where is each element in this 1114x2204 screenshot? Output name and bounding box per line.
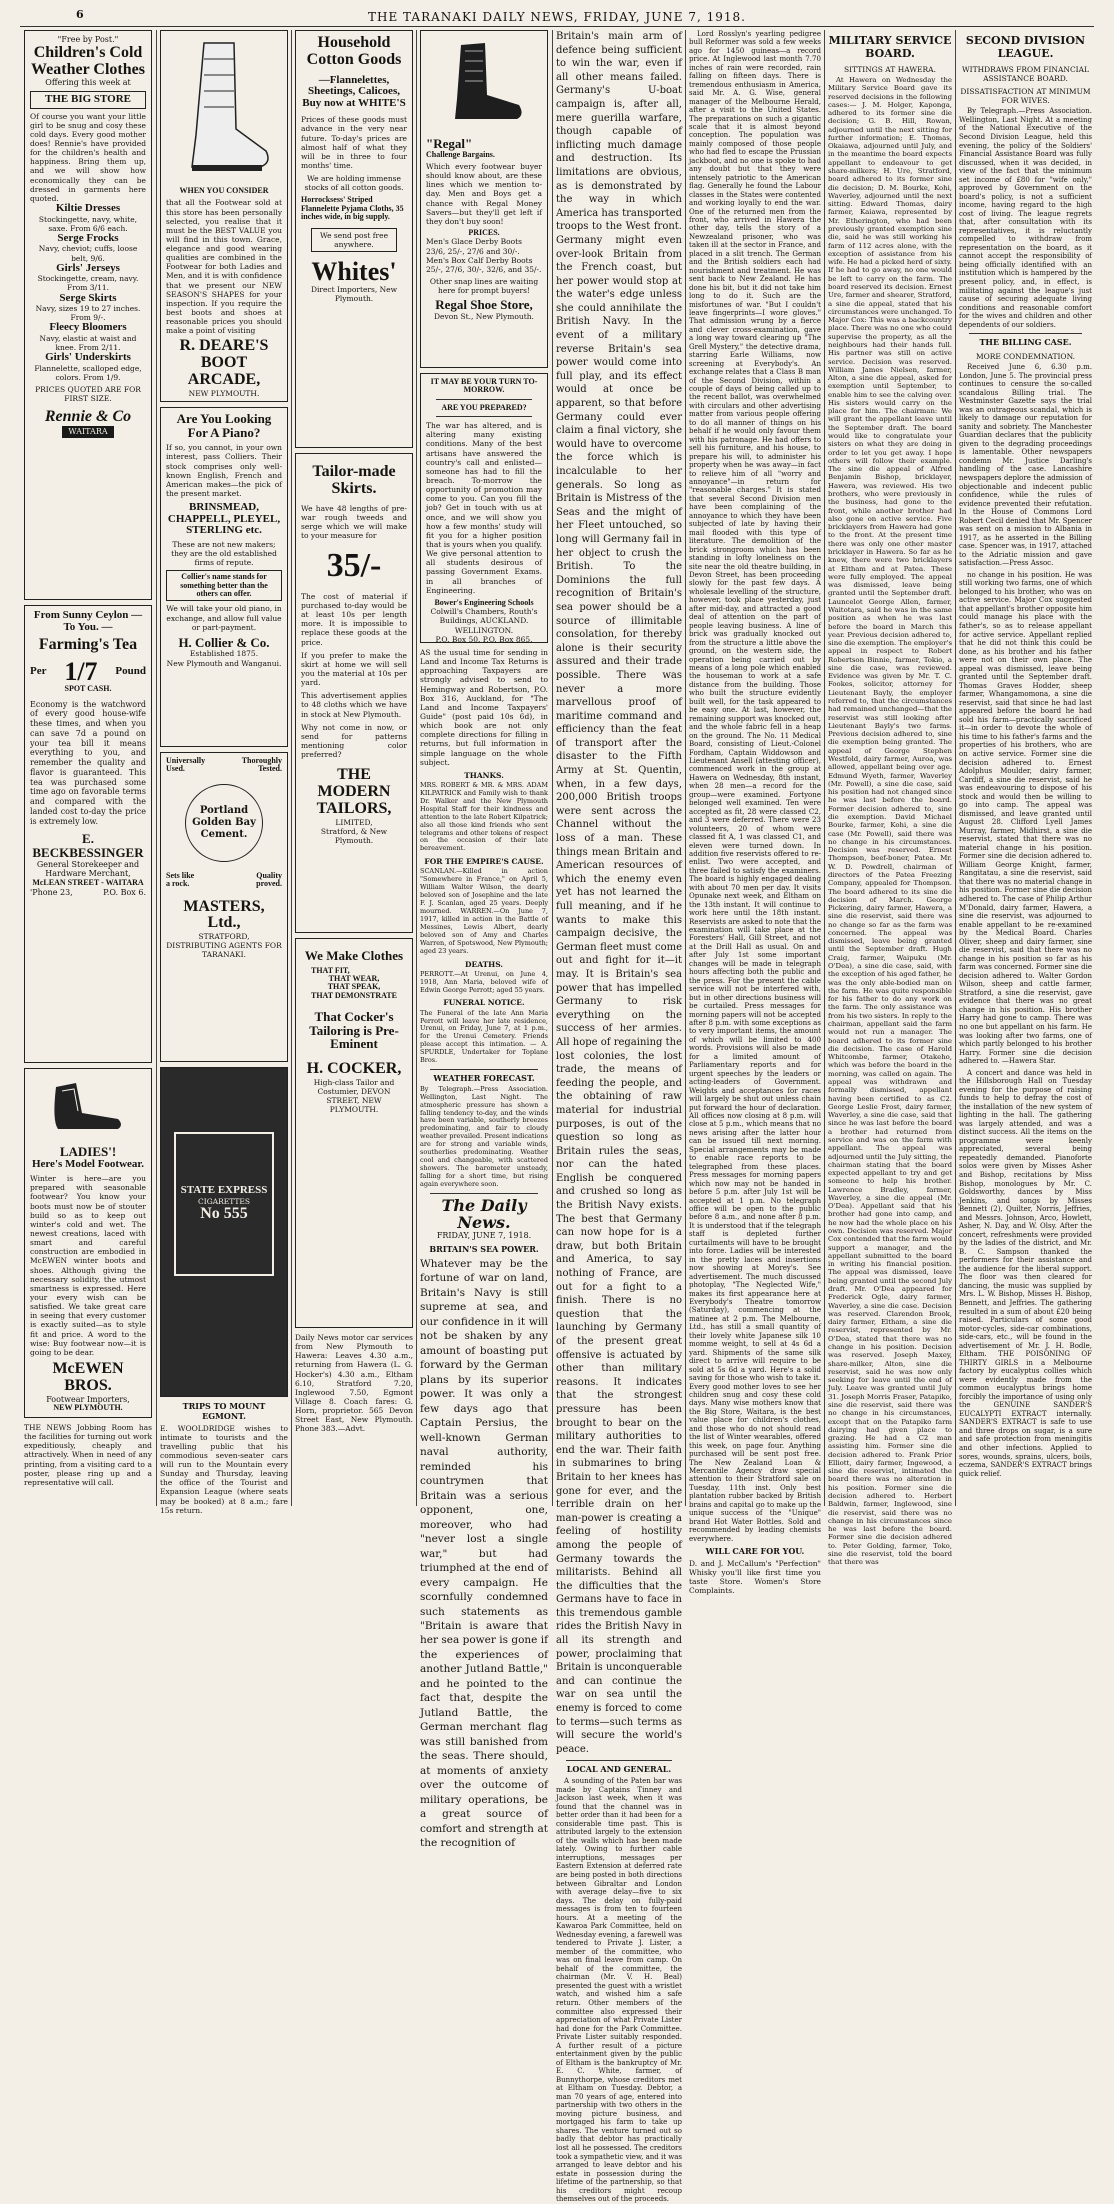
deare-heading: WHEN YOU CONSIDER [179, 185, 269, 195]
general-news: Lord Rosslyn's yearling pedigree bull Reformer was sold a few weeks ago for 1450 guineas—a record price. At Inglewood last month 7.70 inches of rain were recorded, rain falling on fifteen days. There is tremendous enthusiasm in America, said Mr. A. G. Wise, general manager of the Melbourne Herald, after a visit to the United States. The preparations on such a gigantic scale that it is almost beyond conception. The population was mainly composed of those people who had fled to escape the Prussian jackboot, and no one is spoke to had any doubt but that they were intensely patriotic to the American flag. Generally he found the Labour classes in the States were contented and working loyally to end the war. One of the returned men from the front, who arrived in Hawera the other day, tells the story of a Newzealand prisoner, who was taken ill at the sector in France, and placed in a slit trench. The German and the British soldiers each had nourishment and treatment. He was sent back to New Zealand. He has done his bit, but it did not take him long to do it. Such are the misfortunes of war. "But I couldn't leave fingerprints—I wore gloves." That admission wrung by a fierce and clever cross-examination, gave a long way toward clearing up "The Grell Mystery," the detective drama, starring Earle Williams, now screening at Everybody's. An exchange relates that a Class B man of the Second Division, within a couple of days of being called up to the recent ballot, was overwhelmed with circulars and other advertising matter from various people offering to do all manner of things on his behalf if he would only favour them with his patronage. He had offers to sell his furniture, and his house, to prepare his will, to administer his property when he was away—in fact to relieve him of all "worry and annoyance"—in return for "reasonable charges." It is stated that several Second Division men have been complaining of the annoyance to which they have been subjected of late by having their mail flooded with this type of literature. The demolition of the brick strongroom which has been standing in lofty loneliness on the site near the old theatre building, in Devon Street, has been proceeding slowly for the past few days. A wholesale levelling of the structure, however, took place yesterday, just after mid-day, and attracted a good deal of attention on the part of people leaving business. A line of brick was gradually knocked out from the structure a little above the ground, on the western side, the operation being carried out by means of a long pole which enabled the houseman to work at a safe distance from the building. Those who built the structure evidently built well, for the task appeared to be easy one. At last, however, the remaining support was knocked out, and the whole fabric fell in a heap on the ground. The No. 11 Medical Board, consisting of Lieut.-Colonel Fordham, Captain Widdowson and Lieutenant Ansell (attesting officer), commenced work in the group at Hawera on Wednesday, 8th instant, when 28 men—a record for the group—were examined. Fortyone belonged well examined. Ten were accepted as fit, 28 were classed C2, and 3 were deferred. There were 23 volunteers, 20 of whom were classed fit A, 1 was classed C1, and eleven were turned down. In addition five reservists offered to re-enlist. Two were accepted, and three failed to satisfy the examiners. The board is highly engaged dealing with about 70 men per day. It visits Opunake next week, and Eltham on the 13th instant. It will continue to work here until the 18th instant. Reservists are asked to note that the examination will take place at the Foresters' Hall, Gill Street, and not at the Drill Hall as usual. On and after July 1st some important changes will be made in telegraph hours affecting both the public and the press. For the present the cable service will not be interfered with, but in other directions business will be curtailed. Press messages for morning papers will not be accepted after 8 p.m. with some exceptions as to very important items, the amount of which will be limited to 400 words. Provisions will also be made for a limited amount of Parliamentary reports and for urgent speeches by the leaders or acting-leaders of Government. Weights and acceptances for races will largely be shut out unless chain put forward the hour of declaration. All offices now closing at 8 p.m. will close at 5 p.m., which means that no news arising after the latter hour can be issued till next morning. Special arrangements may be made to enable race reports to be telegraphed from these places. Press messages for morning papers which now may not be handed in before 5 p.m. after July 1st will be accepted at 1 p.m. No telegraph office will be open to the public before 8 a.m., and none after 8 p.m. It is understood that if the telegraph staff is depleted further curtailments will have to be brought into force. Ladies will be interested in the pretty laces and insertions now showing at Morey's. See advertisement. The much discussed photoplay, "The Neglected Wife," makes its first appearance here at Everybody's Theatre tomorrow (Saturday), commencing at the matinee at 2 p.m. The Melbourne, Ltd., has still a small quantity of their lovely white Japanese silk 10 momme weight, to sell at 4s 6d a yard. Shipments of the same silk direct to arrive will require to be sold at 5s 6d a yard. Here's a solid saving for those who wish to take it. Every good mother loves to see her children snug and cosy these cold days. Many wise mothers know that the Big Store, Waitara, is the best value place for children's clothes, and those who do not should read the list of Winter wearables, offered this week, on page four. Anything purchased will be sent post free. The New Zealand Loan & Mercantile Agency draw special attention to their Stratford sale on Tuesday, 11th inst. Only best plantation rubber backed by British brains and capital go to make up the unique success of the "Unique" brand Hot Water Bottles. Sold and recommended by leading chemists everywhere. [689, 29, 821, 1543]
piano-body: If so, you cannot, in your own interest, pass Colliers. Their stock comprises only well-known English, French and American makes—the pick of the present market. [166, 443, 282, 498]
cement-row-2: Used. Tested. [166, 764, 282, 774]
piano-brands: BRINSMEAD, CHAPPELL, PLEYEL, STERLING etc. [167, 501, 281, 537]
column-4 [420, 30, 548, 1850]
cigarettes-ad [160, 1067, 288, 1397]
motor-services: Daily News motor car services from New Plymouth to Hawera: Leaves 4.30 a.m., returning from Hawera (L. G. Hocker's) 4.30 a.m., Eltham 6.10, Stratford 7.20, Inglewood 7.50, Egmont Village 8. Coach fares: G. Horn, proprietor. 565 Devon Street East, New Plymouth. Phone 383.—Advt. [295, 1333, 413, 1434]
ad-intro: "Free by Post." [57, 35, 119, 44]
whites-stock: We are holding immense stocks of all cotton goods. [304, 174, 404, 193]
league-subheading-2: DISSATISFACTION AT MINIMUM FOR WIVES. [960, 87, 1091, 106]
whites-logo: Whites' [311, 256, 397, 286]
mcewen-firm: McEWEN BROS. [52, 1359, 124, 1394]
deaths-heading: DEATHS. [464, 959, 504, 969]
item-3: Serge Skirts Navy, sizes 19 to 27 inches. From 9/-. [35, 291, 141, 323]
care-notice: D. and J. McCallum's "Perfection" Whisky you'll like first time you taste Store. Women's Store Complaints. [689, 1558, 821, 1596]
divider [436, 399, 532, 400]
cigarette-brand: STATE EXPRESS [180, 1184, 268, 1197]
regal-sub: Challenge Bargains. [426, 149, 495, 159]
tea-price-row [30, 658, 146, 685]
cigarette-number: No 555 [200, 1204, 248, 1222]
deaths-notice: PERROTT.—At Urenui, on June 4, 1918, Ann Maria, beloved wife of Edwin George Perrott; aged 55 years. [420, 969, 548, 994]
masthead [20, 6, 1094, 27]
column-2 [160, 30, 288, 1515]
whites-send: We send post free anywhere. [311, 228, 397, 252]
column-5 [556, 30, 682, 2204]
tea-body: Economy is the watchword of every good house-wife these times, and when you can save 7d a pound on your tea bill it means everything to you, and remember the quality and flavor is guaranteed. This tea was purchased some time ago on favorable terms and compared with the landed cost to-day the price is extremely low. [30, 699, 146, 826]
msb-subheading: SITTINGS AT HAWERA. [844, 64, 936, 74]
skirts-note-1: The cost of material if purchased to-day would be at least 10s per length more. It is impossible to replace these goods at the price. [301, 591, 407, 647]
skirts-note-2: If you prefer to make the skirt at home we will sell you the material at 10s per yard. [301, 650, 407, 688]
column-rule [291, 30, 292, 1506]
mcewen-body: Winter is here—are you prepared with seasonable footwear? You know your boots must now be of stouter build so as to keep out winter's cold and wet. The newest creations, laced with smart and careful construction are embodied in McEWEN winter boots and shoes. Although giving the necessary solidity, the utmost smartness is expressed. Here your every wish can be satisfied. We take great care in seeing that every customer is exactly suited—as to style fit and price. A word to the wise: Buy footwear now—it is going to be dear. [30, 1174, 146, 1357]
cocker-firm: H. COCKER, [306, 1060, 402, 1078]
newspaper-title: THE TARANAKI DAILY NEWS, FRIDAY, JUNE 7, 1918. [368, 10, 746, 24]
modern-tailors-ltd: LIMITED, [335, 817, 373, 827]
piano-note: These are not new makers; they are the old established firms of repute. [171, 539, 277, 568]
cement-ad [160, 752, 288, 1062]
ad-body: Of course you want your little girl to be snug and cosy these cold days. Every good mother does! Rennie's have provided for the children's health and happiness. Bring them up, and we will show how economically they can be dressed in garments here quoted. [30, 111, 146, 203]
whites-body: Prices of these goods must advance in the very near future. To-day's prices are almost half of what they will be in three to four months' time. [301, 115, 407, 170]
masters-agents: DISTRIBUTING AGENTS FOR TARANAKI. [166, 941, 282, 960]
whites-logo-sub: Direct Importers, New Plymouth. [310, 285, 398, 304]
item-4: Fleecy Bloomers Navy, elastic at waist and knee. From 2/11. [39, 321, 137, 353]
bowers-ad [420, 373, 548, 643]
cocker-headline: We Make Clothes [304, 948, 404, 963]
paper-title: The Daily News. [441, 1195, 527, 1232]
column-rule [824, 30, 825, 1506]
weather-heading: WEATHER FORECAST. [433, 1073, 535, 1084]
cocker-line-0: THAT FIT, [311, 965, 350, 975]
cocker-ad [295, 938, 413, 1328]
skirts-note-3: This advertisement applies to 48 cloths which we have in stock at New Plymouth. [301, 691, 407, 719]
empire-notice: SCANLAN.—Killed in action "Somewhere in France," on April 5, William Walter Wilson, the dearly beloved son of Josephine and the late F. J. Scanlan, aged 25 years. Deeply mourned. WARREN.—On June 7, 1917, killed in action in the Battle of Messines, Lewis Albert, dearly beloved son of Amy and Charles Warren, of Spotswood, New Plymouth; aged 23 years. [420, 867, 548, 955]
tea-address: McLEAN STREET - WAITARA [32, 878, 144, 888]
league-subheading-1: WITHDRAWS FROM FINANCIAL ASSISTANCE BOARD. [961, 64, 1090, 83]
bowers-addr: Colwill's Chambers, Routh's Buildings, AUCKLAND. WELLINGTON. [430, 607, 538, 635]
cocker-tag: That Cocker's Tailoring is Pre-Eminent [309, 1009, 399, 1052]
cocker-line-1: THAT WEAR, [328, 974, 380, 984]
billing-report: Received June 6, 6.30 p.m. London, June 5. The provincial press continues to censure the so-called scandalous Billing trial. The Westminster Gazette says the trial was an outrageous scandal, which is likely to damage our reputation for sanity and sobriety. The Manchester Guardian declares that the publicity given to the degrading proceedings is lamentable. Other newspapers condemn Mr. Justice Darling's handling of the case. Lancashire newspapers deplore the admission of objectionable and indecent public confidence, while the rules of evidence prevented their refutation. In the House of Commons Lord Robert Cecil denied that Mr. Spencer was sent on a mission to Albania in 1917, as he asserted in the Billing case. Spencer was, in 1917, attached to the Adriatic mission and gave satisfaction.—Press Assoc. [959, 363, 1092, 568]
msb-continued: no change in his position. He was still working two farms, one of which belonged to his brother, who was on active service. Major Cox suggested that appellant's brother opposite him could manage his place with the father's, so as to release appellant for active service. Appellant replied that he did not think this could be done, as his brother and his father were not on their own place. The appeal was dismissed, leave being granted until the September draft. Thomas Graves Hodder, sheep farmer, Whangamomona, a sine die reservist, said that since he had last appeared before the board he had sold his farm—practically sacrificed it—in order to devote the whole of his time to his father's farms and the properties of his brothers, who are on active service. Former sine die decision adhered to. Ernest Adolphus Moulder, dairy farmer, Cardiff, a sine die reservist, said he was endeavouring to dispose of his stock and would then be willing to go into camp. The appeal was dismissed, and leave granted until August 28. Clifford Lyell James Murray, farmer, Midhirst, a sine die reservist, stated that there was no material change in his position. Former sine die decision adhered to. William George Knight, farmer, Rangitatau, a sine die reservist, said that there was no material change in his position. Former sine die decision adhered to. The case of Philip Arthur M'Donald, dairy farmer, Hawera, a sine die reservist, was adjourned to enable appellant to be re-examined by the Medical Board. Charles Oliver, sheep and dairy farmer, sine die reservist, said that there was no change in his position so far as his farm was concerned. Former sine die decision adhered to. Walter Gordon Wilson, sheep and cattle farmer, Stratford, a sine die reservist, gave evidence that there was no great change in his position. His brother Harry had gone to camp. There was no one but appellant on his farm. He was looking after two farms, one of which partly belonged to his brother Harry. Former sine die decision adhered to. —Hawera Star. [959, 570, 1092, 1066]
rennie-logo-sub: WAITARA [62, 426, 113, 438]
mcewen-headline: Here's Model Footwear. [31, 1157, 145, 1170]
cement-row-3: Sets like Quality [166, 870, 282, 880]
cocker-line-2: THAT SPEAK, [327, 982, 381, 992]
weather-forecast: By Telegraph.—Press Association. Wellington, Last Night. The atmospheric pressure has shown a falling tendency to-day, and the winds have been variable, southerly breezes predominating, and fair to cloudy weather prevailed. Present indications are for strong and variable winds, southerlies predominating. Weather cool and changeable, with scattered showers. The barometer unsteady, falling for a short time, but rising again everywhere soon. [420, 1084, 548, 1188]
trips-heading: TRIPS TO MOUNT EGMONT. [182, 1401, 266, 1421]
deare-firm: R. DEARE'S BOOT ARCADE, [179, 337, 269, 389]
tea-top: From Sunny Ceylon — To You. — [33, 609, 143, 633]
item-1: Serge Frocks Navy, cheviot; cuffs, loose belt, 9/6. [38, 231, 138, 263]
boot-icon [174, 39, 274, 179]
store-name: THE BIG STORE [30, 91, 146, 109]
leader-heading: BRITAIN'S SEA POWER. [429, 1244, 539, 1255]
whites-item: Horrocksess' Striped Flannelette Pyjama Cloths, 35 inches wide, in big supply. [301, 195, 404, 222]
column-7 [828, 30, 952, 1567]
bowers-question: ARE YOU PREPARED? [441, 402, 527, 412]
tea-spot-cash: SPOT CASH. [64, 684, 112, 694]
column-rule [955, 30, 956, 1506]
tea-unit: Pound [115, 664, 146, 677]
mcewen-ad [24, 1068, 152, 1418]
tea-ad [24, 605, 152, 1063]
skirts-note-4: Why not come in now, or send for patterns mentioning color preferred? [301, 722, 407, 760]
page-number: 6 [76, 8, 84, 21]
tea-contact: 'Phone 23, P.O. Box 6. [30, 887, 146, 897]
thanks-heading: THANKS. [464, 770, 504, 780]
column-6 [689, 29, 821, 1596]
boot-icon [439, 39, 529, 129]
item-2: Girls' Jerseys Stockingette, cream, navy. From 3/11. [37, 261, 139, 293]
paper-date: FRIDAY, JUNE 7, 1918. [436, 1231, 532, 1241]
regal-address: Devon St., New Plymouth. [434, 311, 534, 321]
local-news: A sounding of the Paten bar was made by Captains Tinney and Jackson last week, when it was found that the channel was in better order than it had been for a considerable time past. This is attributed largely to the extension of the walls which has been made lately. Owing to further cable interruptions, messages per Eastern Extension at deferred rate are being posted in both directions between Gibraltar and London with average delay—five to six days. The delay on fully-paid messages is from ten to fourteen hours. At a meeting of the Kawaroa Park Committee, held on Wednesday evening, a farewell was tendered to Private J. Lister, a member of the committee, who was on final leave from camp. On behalf of the committee, the chairman (Mr. V. H. Beal) presented the guest with a wristlet watch, and wished him a safe return. Other members of the committee also expressed their appreciation of what Private Lister had done for the Park Committee. Private Lister suitably responded. A further result of a picture entertainment given by the public of Eltham is the bankruptcy of Mr. E. C. White, farmer, of Bunnythorpe, whose creditors met at Eltham on Tuesday. Debtor, a man 70 years of age, entered into partnership with two others in the moving picture business, and mortgaged his farm to take up shares. The venture turned out so badly that debtor has practically lost all he possessed. The creditors took a sympathetic view, and it was arranged to leave debtor and his estate in possession during the lifetime of the partnership, so that his creditors might recoup themselves out of the proceeds. [556, 1777, 682, 2204]
bowers-heading: IT MAY BE YOUR TURN TO-MORROW. [430, 377, 538, 395]
tea-firm: E. BECKBESSINGER [32, 831, 144, 860]
column-rule [685, 30, 686, 1506]
bowers-firm: Bower's Engineering Schools [434, 597, 534, 607]
piano-towns: New Plymouth and Wanganui. [166, 658, 282, 668]
funeral-heading: FUNERAL NOTICE. [443, 998, 525, 1008]
tea-price: 1/7 [64, 656, 98, 686]
cement-row-4: a rock. proved. [166, 879, 282, 889]
ad-offering: Offering this week at [45, 78, 131, 88]
masters-firm: MASTERS, Ltd., [183, 897, 265, 932]
skirts-body: We have 48 lengths of pre-war rough tweeds and serge which we will make to your measure for [301, 503, 407, 541]
league-heading: SECOND DIVISION LEAGUE. [965, 34, 1086, 61]
piano-est: Established 1875. [189, 649, 259, 659]
whites-sub: —Flannelettes, Sheetings, Calicoes, Buy now at WHITE'S [302, 73, 406, 109]
divider [430, 1193, 538, 1194]
column-3 [295, 30, 413, 1506]
leader-article: Whatever may be the fortune of war on land, Britain's Navy is still supreme at sea, and our confidence in it will not be shaken by any amount of boasting put forward by the German plans by its superior power. It was only a few days ago that Captain Persius, the well-known German naval authority, reminded his countrymen that Britain was a serious opponent, one, moreover, who had "never lost a single war," but had triumphed at the end of every campaign. He scornfully condemned such statements as "Britain is aware that her sea power is gone if the experiences of another Jutland Battle," and he pointed to the fact that, despite the Jutland Battle, the German merchant flag was still banished from the seas. There should, at moments of anxiety over the outcome of military operations, be a great source of comfort and strength at the recognition of [420, 1257, 548, 1850]
tax-notice: AS the usual time for sending in Land and Income Tax Returns is approaching Taxpayers are strongly advised to send to Hemingway and Robertson, P.O. Box 316, Auckland, for "The Land and Income Taxpayers' Guide" (post paid 10s 6d), in which book are not only complete directions for filling in returns, but full information in simple language on the whole subject. [420, 648, 548, 767]
cocker-line-3: THAT DEMONSTRATE [310, 990, 397, 1000]
jobbing-notice: THE NEWS Jobbing Room has the facilities for turning out work expeditiously, cheaply and attractively. When in need of any printing, from a visiting card to a poster, please ring up and a representative will call. [24, 1423, 152, 1487]
thanks-notice: MRS. ROBERT & MR. & MRS. ADAM KILPATRICK and Family wish to thank Dr. Walker and the New Plymouth Hospital Staff for their kindness and attention to the late Robert Kilpatrick; also all those kind friends who sent telegrams and other tokens of respect on the occasion of their late bereavement. [420, 780, 548, 853]
whites-ad [295, 30, 413, 448]
trips-body: E. WOOLDRIDGE wishes to intimate to tourists and the travelling public that his commodious seven-seater cars will run to the Mountain every Sunday and Thursday, leaving the office of the Tourist and Expansion League (where seats may be booked) at 8 a.m.; fare 15s return. [160, 1423, 288, 1515]
divider [430, 1069, 538, 1070]
prices-note: PRICES QUOTED ARE FOR FIRST SIZE. [35, 385, 141, 404]
regal-body: Which every footwear buyer should know about, are these lines which we mention to-day. Men and Boys get a chance with Regal Money Savers—but they'll get left if they don't buy soon! [426, 162, 542, 226]
column-rule [156, 30, 157, 1506]
deare-body: that all the Footwear sold at this store has been personally selected, you realise that it must be the BEST VALUE you will find in this town. Grace, elegance and good wearing qualities are combined in the Footwear for both Ladies and Men, and it is with confidence that we present our NEW SEASON'S SHAPES for your inspection. If you require the best boots and shoes at reasonable prices you should make a point of visiting [166, 198, 282, 336]
tea-per: Per [30, 664, 47, 677]
rennie-logo: Rennie & Co [44, 408, 132, 426]
mcewen-firm-desc: Footwear Importers, [46, 1394, 130, 1404]
msb-report: At Hawera on Wednesday the Military Service Board gave its reserved decisions in the following cases:— J. M. Holger, Kaponga, adhered to its former sine die decision; G. B. Hill, Rowan, adjourned until the next sitting for further information; E. Thomas, Okaiawa, adjourned until July, and in the meantime the board expects appellant to endeavour to get share-milkers; H. Ure, Stratford, board adhered to its former sine die decision; D. M. Bourke, Kohi, Waverley, adjourned until the next sitting. Edward Thomas, dairy farmer, Kaiawa, represented by Mr. Etherington, who had been previously granted exemption sine die, said he was still working his farm of 112 acres alone, with the exception of assistance from his wife. He had a picked herd of sixty. If he had to go away, no one would be left to carry on the farm. The board reserved its decision. Ernest Ure, farmer and shearer, Stratford, a sine die appeal, stated that his circumstances were unchanged. To Major Cox: This was a backcountry place. There was no one who could supervise the property, as all the neighbours had their hands full. His partner was still on active service. Decision was reserved. William James Nielsen, farmer, Alton, a sine die appeal, asked for exemption until September, to enable him to see the calving over. His sisters would carry on the place for him. The chairman: We will grant the appellant leave until the September draft. The board would like to congratulate your sisters on what they are doing in order to let you get away. I hope others will follow their example. The sine die appeal of Alfred Benjamin Bishop, bricklayer, Hawera, was reviewed. His two brothers, who were previously in the business, had gone to the front, while another brother had also gone on active service. Five bricklayers from Hawera had gone to the front. At the present time there was only one other master bricklayer in Hawera. So far as he knew, there were two bricklayers at Eltham and at Patea. These were fully employed. The appeal was dismissed, leave being granted until the September draft. Launcelot George Allen, farmer, Waitotara, said he was in the same position as when he was last before the board in March this year. Previous decision adhered to, sine die exemption. The employer's appeal in respect to Robert Robertson Binnie, farmer, Tokio, a sine die case, was reviewed. Evidence was given by Mr. T. C. Fookes, solicitor, attorney for Lieutenant Bayly, the employer referred to, that the circumstances had remained unchanged—that the reservist was still looking after Lieutenant Bayly's two farms. Previous decision adhered to, sine die exemption being granted. The appeal of George Stephen Westfold, dairy farmer, Auroa, was allowed, appellant being over age. Edmund Wyeth, farmer, Waverley (Mr. Powell), a sine die case, said his position had not changed since he was last before the board. Former decision adhered to, sine die exemption. David Michael Bourke, farmer, Kohi, a sine die case (Mr. Powell), said there was no change in his circumstances. Decision was reserved. Ernest Thompson, beef-boner, Patea. Mr. W. D. Powdrell, chairman of directors of the Patea Freezing Company, appealed for Thompson. The board adhered to its sine die decision of March. George Pickering, dairy farmer, Hawera, a sine die reservist, said there was no change so far as the farm was concerned. The appeal was dismissed, leave being granted until the September draft. Hugh Craig, farmer, Waipuku (Mr. O'Dea), a sine die case, said, with the exception of his aged father, he was the only able-bodied man on the farm. He was quite responsible for his father to do any work on the farm. The only assistance was from his two sisters. In reply to the chairman, appellant said the farm would not run a manager. The board adhered to its former sine die decision. The case of Harold Whitcombe, farmer, Otakeho, which was before the board in the morning, was called on again. The appeal was withdrawn and formally dismissed, appellant having been certified to as C2. George Leslie Frost, dairy farmer, Waverley, a sine die case, said that since he was last before the board a brother had returned from service and was on the farm with appellant. The appeal was adjourned until the July sitting, the chairman stating that the board expected appellant to try and get someone to help his brother. Lawrence Bradley, farmer, Waverley, a sine die appeal (Mr. O'Dea). Appellant said that his brother had gone into camp, and he now had the whole place on his own. Decision was reserved. Major Cox contended that the farm would support a manager, and the appellant submitted to the board in writing his financial position. The appeal was dismissed, leave being granted until the second July draft. Mr. O'Dea appeared for Frederick Ogle, dairy farmer, Waverley, a sine die case. Decision was reserved. Clarendon Brook, dairy farmer, Eltham, a sine die reservist, represented by Mr. O'Dea, stated that there was no change in his position. Decision was reserved. Joseph Maxey, share-milker, Alton, sine die reservist, said he was now only seeking for leave until the end of July. Leave was granted until July 31. Joseph Morris Fraser, Patapiko, sine die reservist, said there was no change in his circumstances, except that on the Patapiko farm dairying had given place to grazing. He had a C2 man assisting him. Former sine die decision adhered to. Frank Prior Elliott, dairy farmer, Ingewood, a sine die reservist, intimated the board there was no alteration in his position. Former sine die decision adhered to. Herbert Baldwin, farmer, Inglewood, sine die reservist, said there was no change in his circumstances since he was last before the board. Former sine die decision adhered to. Peter Golding, farmer, Toko, sine die reservist, told the board that there was [828, 75, 952, 1567]
deare-ad [160, 30, 288, 402]
mcewen-top: LADIES'! [59, 1143, 117, 1159]
regal-headline: "Regal" [426, 135, 473, 151]
divider [436, 416, 532, 417]
billing-subheading: MORE CONDEMNATION. [975, 351, 1076, 361]
column-8 [959, 30, 1092, 1506]
modern-tailors-firm: THE MODERN TAILORS, [316, 766, 392, 817]
regal-ad [420, 30, 548, 368]
ad-headline: Children's Cold Weather Clothes [31, 43, 145, 78]
skirts-price: 35/- [326, 547, 382, 585]
column-rule [416, 30, 417, 1506]
divider [969, 333, 1082, 334]
cement-row-1: Universally Thoroughly [166, 756, 282, 765]
cigarette-kind: CIGARETTES [198, 1196, 250, 1206]
regal-prices-head: PRICES. [468, 227, 500, 237]
piano-firm: H. Collier & Co. [178, 634, 270, 650]
column-rule [552, 30, 553, 1506]
modern-tailors-towns: Stratford, & New Plymouth. [320, 826, 388, 845]
deare-town: NEW PLYMOUTH. [188, 388, 260, 398]
leader-continued: Britain's main arm of defence being sufficient to win the war, even if all other means failed. Germany's U-boat campaign is, after all, mere guerilla warfare, though capable of inflicting much damage and destruction. Its limitations are obvious, as is demonstrated by the way in which America has transported troops to the West front. Germany might even over-look Britain from the French coast, but her power would stop at the water's edge unless she could annihilate the British Navy. In the event of a military reverse Britain's sea power would come into full play, and its effect would at once be apparent, so that before Germany could ever claim a final victory, she would have to overcome the force which is incalculable to her generals. So long as Britain is Mistress of the Seas and the might of her Fleet untouched, so long will Germany fail in her object to crush the British. To the Dominions the full recognition of Britain's sea power should be a source of illimitable consolation, for thereby alone is their security assured and their trade possible. There was never a more marvellous proof of maritime command and efficiency than the feat of transport after the disaster to the Fifth Army at St. Quentin, when, in a few days, 200,000 British troops were sent across the Channel without the loss of a man. These things mean Britain and American resources of which the enemy even yet has not learned the full meaning, and if he wants to make this campaign decisive, the German fleet must come out and fight for it—it may. It is Britain's sea power that has impelled Germany to risk everything on the success of her armies. All hope of regaining the lost colonies, the lost trade, the means of feeding the people, and the obtaining of raw material for industrial purposes, is out of the question so long as Britain rules the seas, nor can the hated English be conquered and crushed so long as the British Navy exists. The best that Germany can now hope for is a draw, but both Britain and America, to say nothing of France, are out for a fight to a finish. There is no question that the launching by Germany of the present great offensive is actuated by other than military reasons. It indicates that the strongest pressure has been brought to bear on the military authorities to end the war. Their faith in submarines to bring Britain to her knees has gone for ever, and the terrible drain on her man-power is creating a feeling of hostility among the people of Germany towards the militarists. Behind all the difficulties that the Germans have to face in this tremendous gamble rides the British Navy in all its strength and power, proclaiming that Britain is unconquerable and can continue the war on sea until the enemy is forced to come to terms—such terms as will secure the world's peace. [556, 31, 682, 1755]
msb-heading: MILITARY SERVICE BOARD. [828, 34, 952, 61]
divider [566, 1760, 672, 1761]
regal-price-0: Men's Glace Derby Boots 23/6, 25/-, 27/6 and 30/-. [426, 237, 522, 256]
regal-price-1: Men's Box Calf Derby Boots 25/-, 27/6, 30/-, 32/6, and 35/-. [426, 255, 542, 274]
whites-headline: Household Cotton Goods [306, 34, 402, 68]
billing-heading: THE BILLING CASE. [979, 337, 1072, 348]
big-store-ad [24, 30, 152, 600]
care-heading: WILL CARE FOR YOU. [705, 1546, 805, 1557]
skirts-ad [295, 453, 413, 933]
skirts-headline: Tailor-made Skirts. [312, 463, 396, 497]
local-heading: LOCAL AND GENERAL. [566, 1764, 672, 1775]
shoe-icon [48, 1077, 128, 1137]
piano-ad [160, 407, 288, 747]
piano-offer: We will take your old piano, in exchange, and allow full value or part-payment. [166, 604, 282, 632]
cement-seal: Portland Golden Bay Cement. [185, 784, 263, 862]
empire-heading: FOR THE EMPIRE'S CAUSE. [424, 857, 544, 867]
regal-firm: Regal Shoe Store, [435, 297, 533, 313]
masters-town: STRATFORD, [198, 932, 250, 942]
item-5: Girls' Underskirts Flannelette, scalloped edge, colors. From 1/9. [34, 351, 142, 382]
concert-news: A concert and dance was held in the Hillsborough Hall on Tuesday evening for the purpose of raising funds to help to defray the cost of the installation of the new system of lighting in the hall. The gathering was largely attended, and was a distinct success. All the items on the programme were keenly appreciated, several being repeatedly demanded. Pianoforte solos were given by Misses Asher and Bishop, recitations by Miss Bishop, monologues by Mr. C. Goldsworthy, dances by Miss Jenkins, and songs by Misses Bennett (2), Quilter, Norris, Jeffries, and Messrs. Johnson, Arco, Howlett, Asher, N. Day, and W. Olsy. After the concert, refreshments were provided by the ladies of the district, and Mr. B. C. Sampson thanked the performers for their assistance and the audience for the liberal support. The floor was then cleared for dancing, the music was supplied by Mrs. L. W. Bishop, Misses H. Bishop, Bennett, and Jeffries. The gathering resulted in a sum of about £20 being raised. Particulars of some good motor-cycles, side-car combinations, side-cars, etc., will be found in the advertisement of Mr. J. H. Bodle, Eltham. THE POISONING OF THIRTY GIRLS in a Melbourne factory by eucalyptus collies which were evidently made from the common eucalyptus brings home forcibly the importance of using only the GENUINE SANDER'S EUCALYPTI EXTRACT internally. SANDER'S EXTRACT is safe to use and three drops on sugar, is a sure and safe protection from meningitis and other infections. Applied to sores, wounds, sprains, ulcers, boils, eczema, SANDER'S EXTRACT brings quick relief. [959, 1068, 1092, 1478]
tea-name: Farming's Tea [38, 636, 138, 654]
league-report: By Telegraph.—Press Association. Wellington, Last Night. At a meeting of the National Executive of the Second Division League, held this evening, the policy of the Soldiers' Financial Assistance Board was fully discussed, when it was decided, in view of the fact that the minimum set income of £80 for "wife only," approved by Government on the board's policy, is not a sufficient income, having regard to the high cost of living. The league regrets that, after consultation with its representatives, it is reluctantly compelled to withdraw from representation on the board, as it cannot accept the responsibility of being officially identified with an institution which is hampered by the present policy, and, in effect, is militating against the league's just cause of securing adequate living conditions and reasonable comfort for the wives and children and other dependents of our soldiers. [959, 107, 1092, 329]
cigarette-pack [174, 1132, 274, 1276]
funeral-notice: The Funeral of the late Ann Maria Perrott will leave her late residence, Urenui, on Friday, June 7, at 1 p.m., for the Urenui Cemetery. Friends please accept this intimation. — A. SPURDLE, Undertaker for Toplane Bros. [420, 1008, 548, 1065]
bowers-body: The war has altered, and is altering many existing conditions. Many of the best artisans have answered the country's call and enlisted—someone has had to fill the breach. To-morrow the opportunity of promotion may come to you. Can you fill the job? Get in touch with us at once, and we will show you how a few months' study will fit you for a higher position that is yours when you qualify. We give personal attention to all students desirous of passing Government Exams. in all branches of Engineering. [426, 421, 542, 595]
bowers-box: P.O. Box 50. P.O. Box 865. [435, 634, 533, 644]
piano-heading: Are You Looking For A Piano? [176, 411, 272, 440]
mcewen-town: NEW PLYMOUTH. [53, 1403, 123, 1413]
cocker-desc: High-class Tailor and Costumier, DEVON STREET, NEW PLYMOUTH. [313, 1077, 395, 1115]
regal-note: Other snap lines are waiting here for prompt buyers! [429, 276, 539, 296]
item-0: Kiltie Dresses Stockingette, navy, white, saxe. From 6/6 each. [38, 202, 138, 233]
tea-firm-desc: General Storekeeper and Hardware Merchant, [36, 859, 140, 879]
piano-tag: Collier's name stands for something better than the others can offer. [166, 570, 282, 601]
column-1 [24, 30, 152, 1506]
